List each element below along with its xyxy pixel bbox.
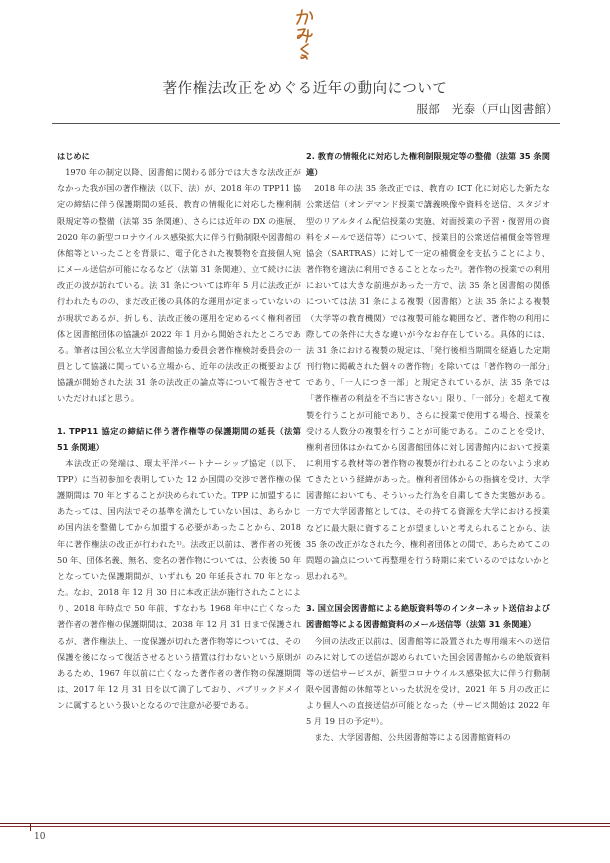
left-column	[57, 148, 301, 713]
section-3-paragraph-2: また、大学図書館、公共図書館等による図書館資料の	[314, 732, 511, 743]
footer-rule	[0, 823, 610, 824]
article-title: 著作権法改正をめぐる近年の動向について	[162, 81, 448, 97]
section-1-heading: 1. TPP11 協定の締結に伴う著作権等の保護期間の延長（法第 51 条関連）	[57, 425, 301, 452]
title-divider	[52, 123, 560, 124]
section-1-paragraph: 本法改正の発端は、環太平洋パートナーシップ協定（以下、TPP）に当初参加を表明していた 12 か国間の交渉で著作権の保護期間は 70 年とすることが決められていた。TPP に加盟するにあたっては、国内法でその基準を満たしていない国は、あらかじめ国内法を整備してから加盟する必要があったことから、2018 年に著作権法の改正が行われた¹⁾。法改正以前は、著作者の死後 50 年、団体名義、無名、変名の著作物については、公表後 50 年となっていた保護期間が、いずれも 20 年延長され 70 年となった。なお、2018 年 12 月 30 日に本改正法が施行されたことにより、2018 年時点で 50 年前、すなわち 1968 年中に亡くなった著作者の著作権の保護期間は、2038 年 12 月 31 日まで保護されるが、著作権法上、一度保護が切れた著作物等については、その保護を後になって復活させるという措置は行わないという原則があるため、1967 年以前に亡くなった著作者の著作物の保護期間は、2017 年 12 月 31 日を以て満了しており、パブリックドメインに属するという扱いとなるので注意が必要である。	[57, 457, 301, 711]
article-author: 服部 光泰（戸山図書館）	[416, 102, 558, 116]
section-3-paragraph: 今回の法改正以前は、図書館等に設置された専用端末への送信のみに対しての送信が認められていた国会図書館からの絶版資料等の送信サービスが、新型コロナウイルス感染拡大に伴う行動制限や図書館の休館等といった状況を受け、2021 年 5 月の改正により個人への直接送信が可能となった（サービス開始は 2022 年 5 月 19 日の予定⁴⁾）。	[306, 635, 550, 727]
intro-heading: はじめに	[57, 151, 90, 161]
footer-tick	[30, 823, 31, 831]
section-3-heading: 3. 国立国会図書館による絶版資料等のインターネット送信および図書館等による図書館資料のメール送信等（法第 31 条関連）	[306, 603, 550, 630]
footer-rule-secondary	[0, 826, 610, 827]
kamikura-logo	[294, 8, 316, 60]
section-2-paragraph: 2018 年の法 35 条改正では、教育の ICT 化に対応した新たな公衆送信（オンデマンド授業で講義映像や資料を送信、スタジオ型のリアルタイム配信授業の実施、対面授業の予習・復習用の資料をメールで送信等）について、授業目的公衆送信補償金等管理協会（SARTRAS）に対して一定の補償金を支払うことにより、著作物を適法に利用できることとなった²⁾。著作物の授業での利用においては大きな前進があった一方で、法 35 条と図書館の関係については法 31 条による複製（図書館）と法 35 条による複製（大学等の教育機関）では複製可能な範囲など、著作物の利用に際しての条件に大きな違いが今なお存在している。具体的には、法 31 条における複製の規定は、「発行後相当期間を経過した定期刊行物に掲載された個々の著作物」を除いては「著作物の一部分」であり、「一人につき一部」と規定されているが、法 35 条では「著作権者の利益を不当に害さない」限り、「一部分」を超えて複製を行うことが可能であり、さらに授業で使用する場合、授業を受ける人数分の複製を行うことが可能である。このことを受け、権利者団体はかねてから図書館団体に対し図書館内において授業に利用する教材等の著作物の複製が行われることのないよう求めてきたという経緯があった。権利者団体からの指摘を受け、大学図書館においても、そういった行為を自粛してきた実態がある。一方で大学図書館としては、その持てる資源を大学における授業などに最大限に資することが望ましいと考えられることから、法 35 条の改正がなされた今、権利者団体との間で、あらためてこの問題の論点について再整理を行う時期に来ているのではないかと思われる³⁾。	[306, 183, 550, 582]
section-2-heading: 2. 教育の情報化に対応した権利制限規定等の整備（法第 35 条関連）	[306, 151, 550, 178]
right-column	[306, 148, 550, 746]
intro-paragraph: 1970 年の制定以降、図書館に関わる部分では大きな法改正がなかった我が国の著作権法（以下、法）が、2018 年の TPP11 協定の締結に伴う保護期間の延長、教育の情報化に対応した権利制限規定等の整備（法第 35 条関連）、さらには近年の DX の進展、2020 年の新型コロナウイルス感染拡大に伴う行動制限や図書館の休館等といったことを背景に、電子化された複製物を直接個人宛にメール送信が可能になるなど（法第 31 条関連）、立て続けに法改正の波が訪れている。法 31 条については昨年 5 月に法改正が行われたものの、まだ改正後の具体的な運用が定まっていないのが現状であるが、折しも、法改正後の運用を定めるべく権利者団体と図書館団体の協議が 2022 年 1 月から開始されたところである。筆者は国公私立大学図書館協力委員会著作権検討委員会の一員として協議に関っている立場から、近年の法改正の概要および協議が開始された法 31 条の法改正の論点等について報告させていただければと思う。	[57, 167, 302, 404]
page-number: 10	[34, 832, 46, 842]
